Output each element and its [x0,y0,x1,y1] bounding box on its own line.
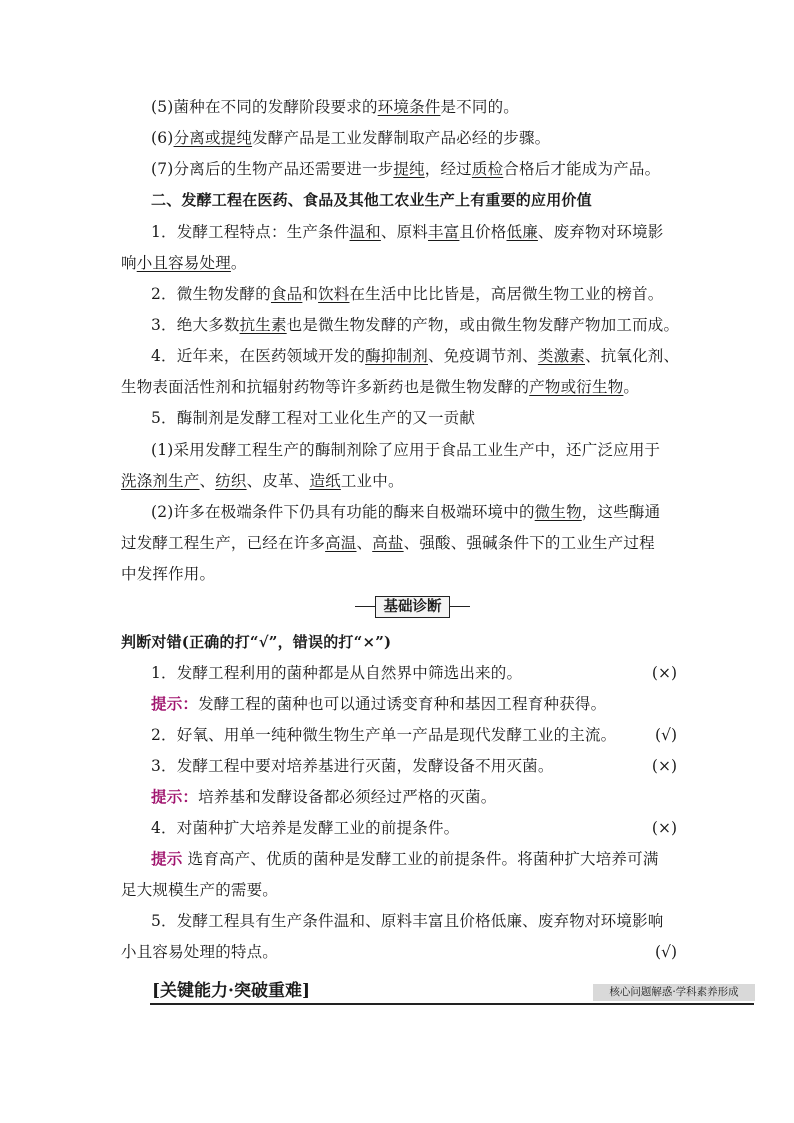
underlined-term: 分离或提纯 [173,129,253,147]
question-4 [151,817,631,839]
item-2 [151,283,711,305]
text: 2．微生物发酵的 [151,285,271,303]
sub-1-line-2 [121,470,681,492]
underlined-term: 微生物 [534,503,582,521]
text: ，经过 [424,160,472,178]
question-3 [151,755,631,777]
question-text: 1．发酵工程利用的菌种都是从自然界中筛选出来的。 [151,664,523,682]
underlined-term: 造纸 [309,472,341,490]
section-heading-2: 二、发酵工程在医药、食品及其他工农业生产上有重要的应用价值 [151,191,592,209]
text: 工业中。 [340,472,404,490]
text: 4．近年来，在医药领域开发的 [151,347,366,365]
point-7 [151,158,711,180]
underlined-term: 洗涤剂生产 [121,472,200,490]
key-ability-heading: [关键能力·突破重难] [152,981,311,1001]
text: (2)许多在极端条件下仍具有功能的酶来自极端环境中的 [151,503,535,521]
item-1-line-1 [151,221,711,243]
text: (6) [151,129,174,147]
tip-label: 提示： [151,694,199,713]
text: (5)菌种在不同的发酵阶段要求的 [151,98,378,116]
sub-1-line-1: (1)采用发酵工程生产的酶制剂除了应用于食品工业生产中，还广泛应用于 [151,441,661,459]
underlined-term: 丰富 [427,223,460,241]
underlined-term: 环境条件 [377,98,441,116]
text: 、免疫调节剂、 [427,347,538,365]
section-label-basic-diagnosis [355,596,470,618]
answer-mark-2: (√) [655,726,677,744]
tip-2 [151,786,711,808]
text: 是不同的。 [440,98,519,116]
key-ability-tag: 核心问题解惑·学科素养形成 [593,984,755,1001]
tip-label: 提示 [151,849,183,868]
question-text: 3．发酵工程中要对培养基进行灭菌，发酵设备不用灭菌。 [151,757,554,775]
sub-2-line-3: 中发挥作用。 [121,565,216,583]
tip-label: 提示： [151,787,199,806]
underlined-term: 产物或衍生物 [529,378,624,396]
text: 、废弃物对环境影 [537,223,664,241]
text: 。 [230,254,247,272]
text: 过发酵工程生产，已经在许多 [121,534,326,552]
section-label-text: 基础诊断 [375,596,450,618]
question-5-line-1: 5．发酵工程具有生产条件温和、原料丰富且价格低廉、废弃物对环境影响 [151,912,664,930]
item-4-line-2 [121,376,681,398]
item-5: 5．酶制剂是发酵工程对工业化生产的又一贡献 [151,409,476,427]
text: 在生活中比比皆是，高居微生物工业的榜首。 [349,285,664,303]
heading-rule [150,1003,754,1005]
underlined-term: 食品 [270,285,303,303]
text: (7)分离后的生物产品还需要进一步 [151,160,394,178]
underlined-term: 高温 [325,534,357,552]
text: 、抗氧化剂、 [585,347,680,365]
text: 、 [199,472,216,490]
underlined-term: 提纯 [393,160,425,178]
text: 且价格 [459,223,507,241]
text: 。 [623,378,640,396]
underlined-term: 饮料 [318,285,350,303]
underlined-term: 小且容易处理 [136,254,231,272]
text: 和 [302,285,319,303]
point-5 [151,96,711,118]
text: 合格后才能成为产品。 [503,160,661,178]
text: 发酵产品是工业发酵制取产品必经的步骤。 [252,129,551,147]
underlined-term: 质检 [471,160,504,178]
underlined-term: 纺织 [215,472,247,490]
question-2 [151,724,641,746]
text: 、皮革、 [246,472,310,490]
answer-mark-5: (√) [655,943,677,961]
underlined-term: 低廉 [506,223,538,241]
sub-2-line-2 [121,532,681,554]
underlined-term: 温和 [349,223,381,241]
item-3 [151,314,711,336]
underlined-term: 酶抑制剂 [365,347,428,365]
question-text: 2．好氧、用单一纯种微生物生产单一产品是现代发酵工业的主流。 [151,726,617,744]
tip-3-line-2: 足大规模生产的需要。 [121,881,279,899]
text: 、强酸、强碱条件下的工业生产过程 [403,534,655,552]
answer-mark-3: (×) [651,757,677,775]
item-1-line-2 [121,252,681,274]
tip-text: 培养基和发酵设备都必须经过严格的灭菌。 [198,788,497,806]
text: 1．发酵工程特点：生产条件 [151,223,350,241]
text: 也是微生物发酵的产物，或由微生物发酵产物加工而成。 [286,316,680,334]
judge-intro: 判断对错(正确的打“√”，错误的打“×”) [121,633,392,651]
question-5-line-2: 小且容易处理的特点。 [121,943,279,961]
underlined-term: 抗生素 [239,316,287,334]
text: ，这些酶通 [581,503,661,521]
text: 响 [121,254,137,272]
tip-text: 发酵工程的菌种也可以通过诱变育种和基因工程育种获得。 [198,695,607,713]
underlined-term: 高盐 [372,534,404,552]
tip-1 [151,693,711,715]
text: 生物表面活性剂和抗辐射药物等许多新药也是微生物发酵的 [121,378,530,396]
point-6 [151,127,711,149]
question-text: 4．对菌种扩大培养是发酵工业的前提条件。 [151,819,460,837]
underlined-term: 类激素 [537,347,585,365]
text: 3．绝大多数 [151,316,240,334]
item-4-line-1 [151,345,711,367]
answer-mark-1: (×) [651,664,677,682]
answer-mark-4: (×) [651,819,677,837]
text: 、原料 [380,223,428,241]
text: 、 [356,534,373,552]
tip-text: 选育高产、优质的菌种是发酵工业的前提条件。将菌种扩大培养可满 [182,850,659,868]
sub-2-line-1 [151,501,711,523]
tip-3-line-1 [151,848,711,870]
question-1 [151,662,691,684]
